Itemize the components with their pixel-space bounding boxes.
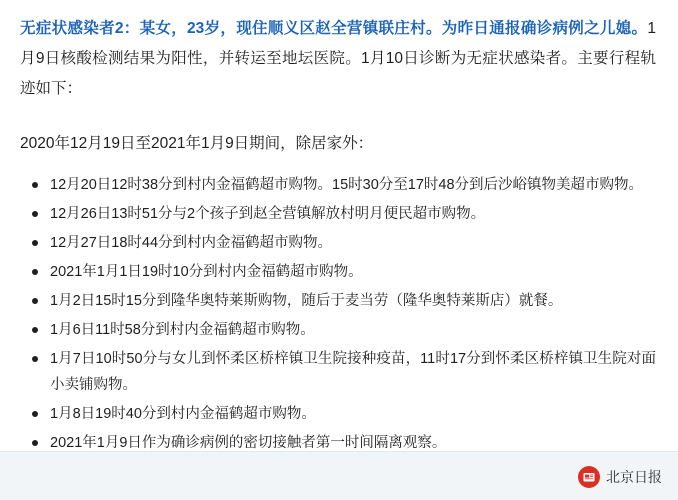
list-item <box>20 201 656 227</box>
list-item <box>20 172 656 198</box>
list-item-text: 1月2日15时15分到隆华奥特莱斯购物，随后于麦当劳（隆华奥特莱斯店）就餐。 <box>50 293 563 309</box>
list-item <box>20 346 656 398</box>
list-item-text: 12月20日12时38分到村内金福鹤超市购物。15时30分至17时48分到后沙峪镇物美超市购物。 <box>50 177 644 193</box>
period-paragraph: 2020年12月19日至2021年1月9日期间，除居家外： <box>20 135 374 152</box>
list-item <box>20 230 656 256</box>
list-item-text: 1月7日10时50分与女儿到怀柔区桥梓镇卫生院接种疫苗，11时17分到怀柔区桥梓镇卫生院对面小卖铺购物。 <box>50 351 656 393</box>
list-item-text: 12月26日13时51分与2个孩子到赵全营镇解放村明月便民超市购物。 <box>50 206 486 222</box>
list-item <box>20 401 656 427</box>
lead-paragraph <box>20 14 656 104</box>
brand-name-label: 北京日报 <box>606 469 662 485</box>
list-item <box>20 259 656 285</box>
list-item-text: 2021年1月9日作为确诊病例的密切接触者第一时间隔离观察。 <box>50 435 447 451</box>
list-item <box>20 288 656 314</box>
lead-highlight-text: 无症状感染者2：某女，23岁，现住顺义区赵全营镇联庄村。为昨日通报确诊病例之儿媳。 <box>20 20 648 37</box>
list-item <box>20 317 656 343</box>
newspaper-logo-icon <box>578 466 600 488</box>
list-item-text: 1月8日19时40分到村内金福鹤超市购物。 <box>50 406 316 422</box>
lead-rest-text: 1月9日核酸检测结果为阳性，并转运至地坛医院。1月10日诊断为无症状感染者。主要行程轨迹如下： <box>20 20 656 97</box>
footer-bar <box>0 451 678 500</box>
list-item-text: 12月27日18时44分到村内金福鹤超市购物。 <box>50 235 333 251</box>
list-item-text: 2021年1月1日19时10分到村内金福鹤超市购物。 <box>50 264 363 280</box>
list-item-text: 1月6日11时58分到村内金福鹤超市购物。 <box>50 322 315 338</box>
track-list <box>20 172 656 456</box>
brand-credit <box>578 466 662 488</box>
